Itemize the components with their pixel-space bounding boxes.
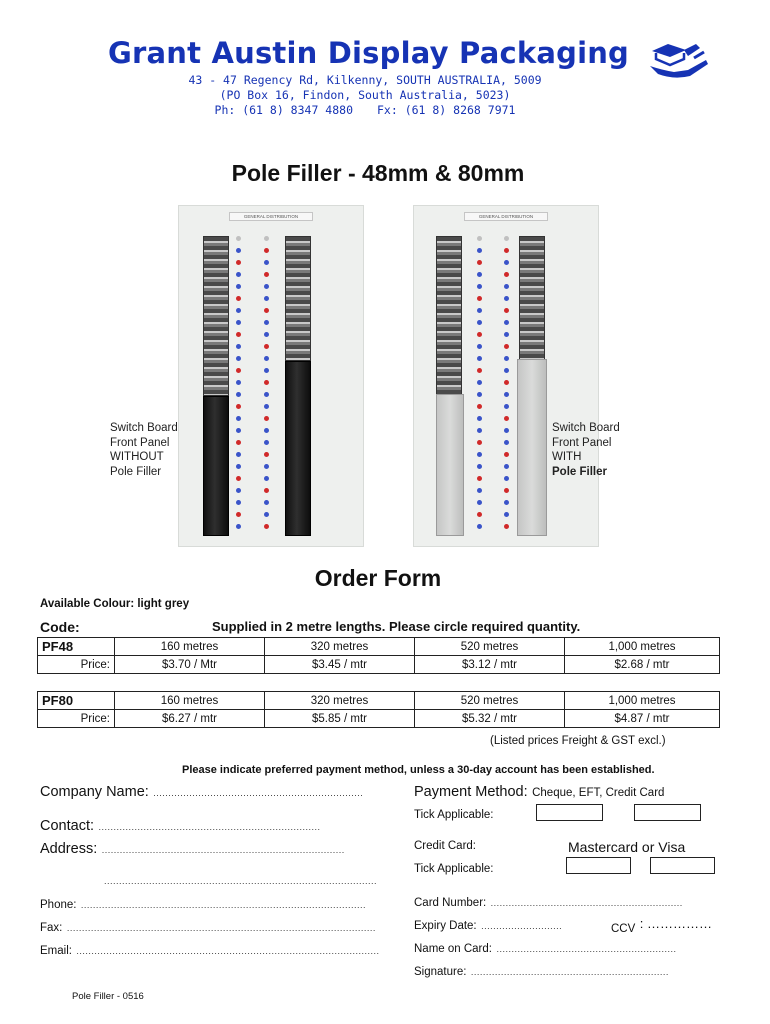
expiry-date-field[interactable]: Expiry Date: ...........................: [414, 920, 563, 932]
length-option[interactable]: 1,000 metres: [565, 692, 720, 710]
price-cell: $2.68 / mtr: [565, 656, 720, 674]
length-option[interactable]: 160 metres: [115, 638, 265, 656]
credit-card-label: Credit Card:: [414, 840, 476, 852]
email-field[interactable]: Email: .....................................................................................................: [40, 945, 380, 957]
phone-field[interactable]: Phone: ...............................................................................................: [40, 899, 366, 911]
company-name-label: Company Name:: [40, 784, 149, 800]
length-option[interactable]: 520 metres: [415, 692, 565, 710]
name-on-card-label: Name on Card:: [414, 943, 492, 955]
address-field-line-2[interactable]: ...........................................................................................: [104, 876, 378, 886]
indicator-dots-col-1: [477, 236, 487, 536]
fax-field[interactable]: Fax: .......................................................................................................: [40, 922, 376, 934]
length-option[interactable]: 160 metres: [115, 692, 265, 710]
length-option[interactable]: 320 metres: [265, 638, 415, 656]
payment-method: [414, 783, 664, 801]
signature-field[interactable]: Signature: ..................................................................: [414, 966, 669, 978]
email-label: Email:: [40, 945, 72, 957]
tick-applicable-label: Tick Applicable:: [414, 809, 494, 821]
order-form-heading: Order Form: [314, 565, 442, 591]
tick-box-mastercard[interactable]: [566, 857, 631, 874]
price-label: Price:: [38, 656, 115, 674]
expiry-date-label: Expiry Date:: [414, 920, 477, 932]
fax-number: Fx: (61 8) 8268 7971: [377, 103, 516, 117]
length-option[interactable]: 1,000 metres: [565, 638, 720, 656]
table-row: [38, 638, 720, 656]
contact-field[interactable]: Contact: ..........................................................................: [40, 818, 321, 834]
address-label: Address:: [40, 841, 98, 857]
panel-label: GENERAL DISTRIBUTION: [464, 212, 548, 221]
phone-fax-line: [0, 103, 730, 117]
price-label: Price:: [38, 710, 115, 728]
price-cell: $5.85 / mtr: [265, 710, 415, 728]
tick-applicable-label-2: Tick Applicable:: [414, 863, 494, 875]
table-row: [38, 656, 720, 674]
address-field[interactable]: Address: .................................................................................: [40, 841, 345, 857]
name-on-card-field[interactable]: Name on Card: ............................................................: [414, 943, 677, 955]
tick-box-visa[interactable]: [650, 857, 715, 874]
price-cell: $5.32 / mtr: [415, 710, 565, 728]
footer-code: Pole Filler - 0516: [72, 991, 144, 1002]
page-title: Pole Filler - 48mm & 80mm: [231, 160, 525, 186]
product-code: PF48: [38, 638, 115, 656]
table-row: [38, 692, 720, 710]
phone-number: Ph: (61 8) 8347 4880: [214, 103, 353, 117]
tick-box-eft[interactable]: [634, 804, 701, 821]
card-number-field[interactable]: Card Number: ................................................................: [414, 897, 683, 909]
length-option[interactable]: 320 metres: [265, 692, 415, 710]
pole-filler-right: [517, 359, 547, 536]
listed-prices-note: (Listed prices Freight & GST excl.): [490, 735, 666, 747]
open-pole-slot-left: [203, 396, 229, 536]
price-cell: $3.12 / mtr: [415, 656, 565, 674]
payment-method-label: Payment Method:: [414, 784, 528, 800]
ccv-label: CCV: [611, 923, 636, 935]
contact-label: Contact:: [40, 818, 94, 834]
fax-label: Fax:: [40, 922, 63, 934]
card-types: Mastercard or Visa: [568, 839, 686, 855]
switchboard-photo-with-filler: [413, 205, 599, 547]
indicator-dots-col-2: [504, 236, 514, 536]
ccv-value: : ……………: [639, 916, 712, 931]
pole-filler-left: [436, 394, 464, 536]
panel-label: GENERAL DISTRIBUTION: [229, 212, 313, 221]
price-cell: $3.70 / Mtr: [115, 656, 265, 674]
product-code: PF80: [38, 692, 115, 710]
length-option[interactable]: 520 metres: [415, 638, 565, 656]
indicator-dots-col-2: [264, 236, 274, 536]
price-table-pf48: [37, 637, 720, 674]
breaker-column-left: [203, 236, 229, 396]
address-line-1: 43 - 47 Regency Rd, Kilkenny, SOUTH AUSTRALIA, 5009: [188, 73, 542, 87]
company-name: Grant Austin Display Packaging: [108, 36, 630, 70]
indicator-dots-col-1: [236, 236, 246, 536]
switchboard-photo-without-filler: [178, 205, 364, 547]
available-colour: Available Colour: light grey: [40, 598, 190, 610]
breaker-column-right: [519, 236, 545, 361]
signature-label: Signature:: [414, 966, 467, 978]
card-number-label: Card Number:: [414, 897, 487, 909]
breaker-column-left: [436, 236, 462, 396]
code-header: Code:: [40, 619, 80, 635]
price-cell: $6.27 / mtr: [115, 710, 265, 728]
ccv-field[interactable]: [611, 915, 712, 933]
phone-label: Phone:: [40, 899, 77, 911]
tick-box-cheque[interactable]: [536, 804, 603, 821]
price-cell: $4.87 / mtr: [565, 710, 720, 728]
caption-with-filler: Switch Board Front Panel WITH Pole Filler: [552, 422, 620, 478]
table-row: [38, 710, 720, 728]
address-line-2: (PO Box 16, Findon, South Australia, 5023): [219, 88, 511, 102]
supplied-note: Supplied in 2 metre lengths. Please circle required quantity.: [212, 619, 581, 634]
price-cell: $3.45 / mtr: [265, 656, 415, 674]
company-name-field[interactable]: Company Name: ......................................................................: [40, 784, 364, 800]
payment-note: Please indicate preferred payment method, unless a 30-day account has been established.: [182, 764, 655, 776]
payment-options: Cheque, EFT, Credit Card: [532, 787, 665, 799]
caption-without-filler: Switch Board Front Panel WITHOUT Pole Filler: [110, 422, 178, 478]
price-table-pf80: [37, 691, 720, 728]
open-pole-slot-right: [285, 361, 311, 536]
breaker-column-right: [285, 236, 311, 361]
